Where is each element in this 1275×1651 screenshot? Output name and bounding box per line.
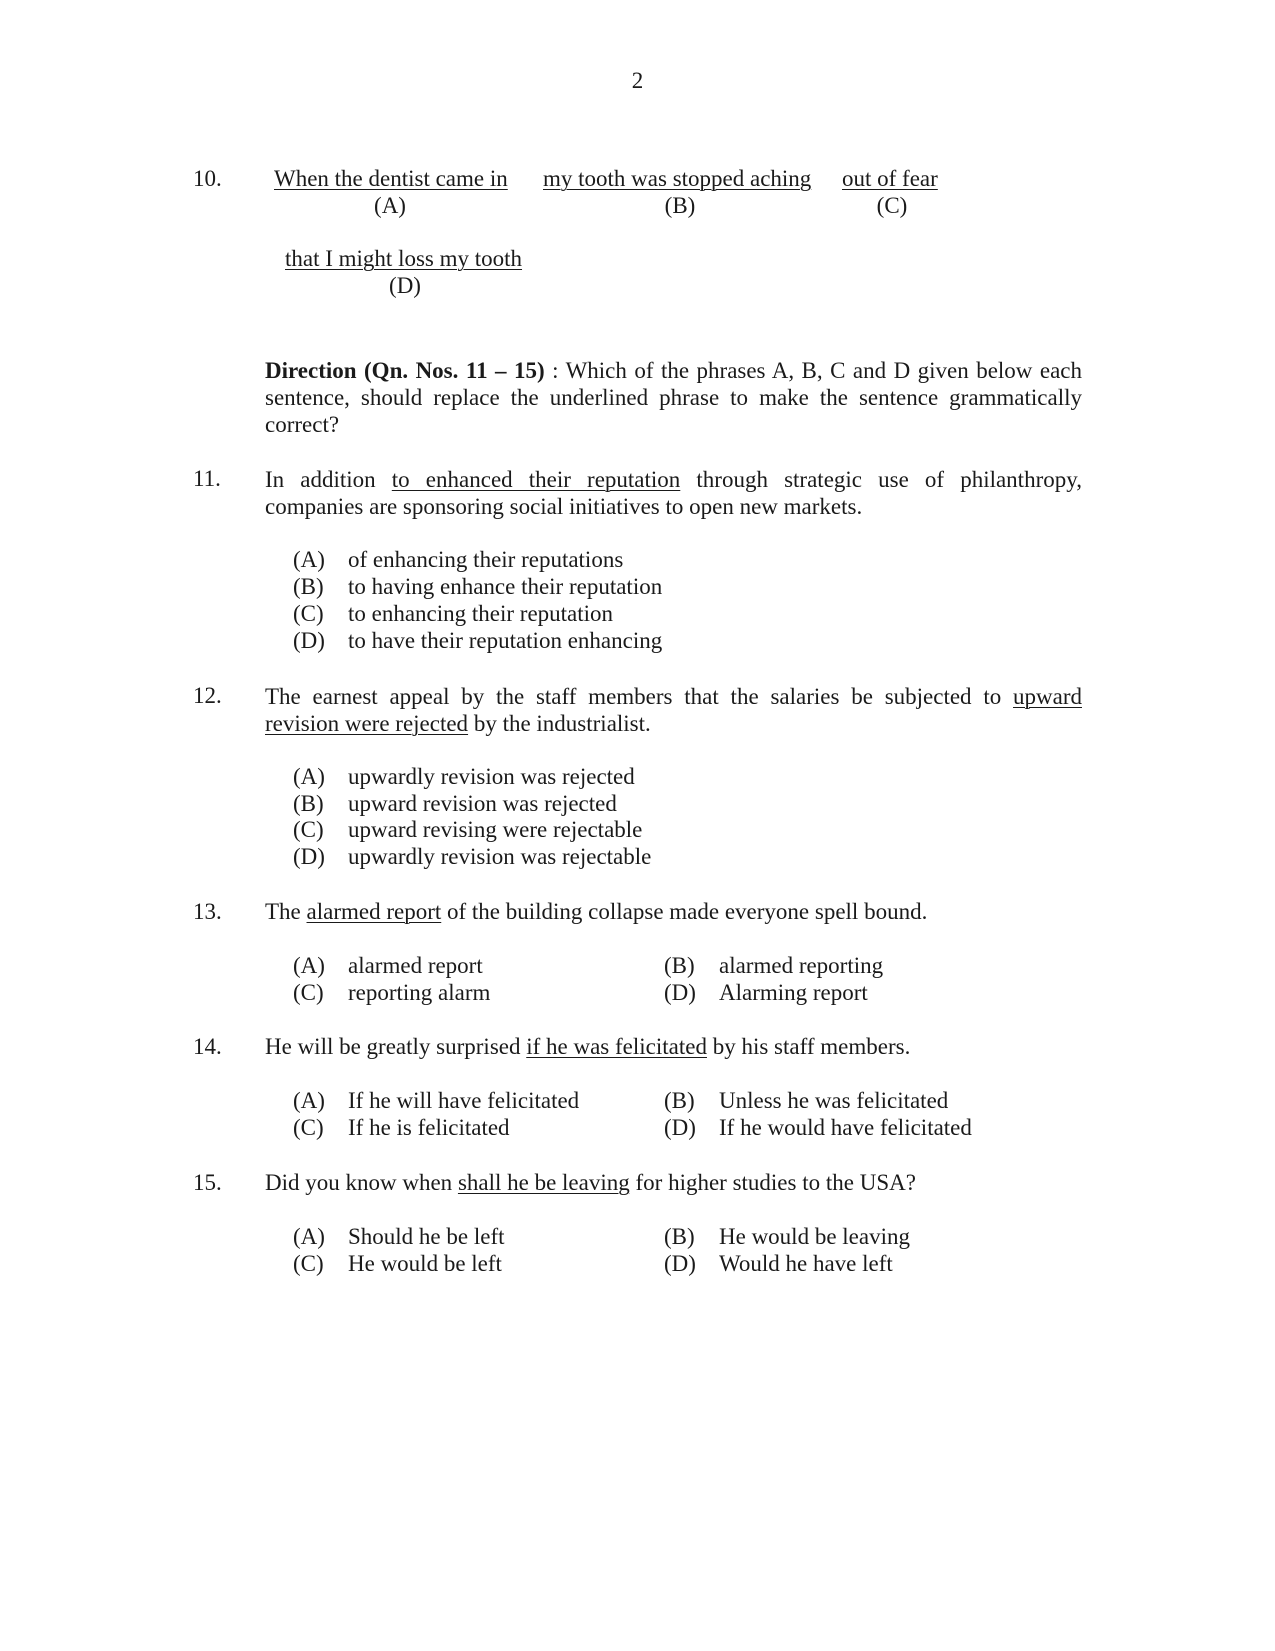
question-13-text: The alarmed report of the building collapse made everyone spell bound. xyxy=(265,899,928,924)
underlined-phrase: if he was felicitated xyxy=(526,1034,707,1059)
q13-option-d: (D) Alarming report xyxy=(664,980,868,1005)
q10-label-b: (B) xyxy=(664,193,696,218)
direction-label: Direction (Qn. Nos. 11 – 15) xyxy=(265,358,545,383)
q15-option-b: (B) He would be leaving xyxy=(664,1224,910,1249)
q12-option-b: (B) upward revision was rejected xyxy=(293,791,617,816)
underlined-phrase: to enhanced their reputation xyxy=(391,467,681,492)
q13-option-c: (C) reporting alarm xyxy=(293,980,491,1005)
q12-option-c: (C) upward revising were rejectable xyxy=(293,817,643,842)
q15-option-c: (C) He would be left xyxy=(293,1251,502,1276)
q10-part-b: my tooth was stopped aching xyxy=(543,166,812,191)
question-11-number: 11. xyxy=(193,466,221,491)
question-11-text: In addition to enhanced their reputation through strategic use of philanthropy, companies are sponsoring social initiatives to open new markets. xyxy=(265,467,1082,519)
question-12-number: 12. xyxy=(193,683,222,708)
q10-label-d: (D) xyxy=(389,273,421,298)
q15-option-a: (A) Should he be left xyxy=(293,1224,505,1249)
direction-text: : Which of the phrases A, B, C and D given below each sentence, should replace the underlined phrase to make the sentence grammatically correct? xyxy=(265,358,1082,437)
q14-option-d: (D) If he would have felicitated xyxy=(664,1115,972,1140)
q10-part-a: When the dentist came in xyxy=(274,166,508,191)
page-number: 2 xyxy=(631,68,644,93)
question-15-number: 15. xyxy=(193,1170,222,1195)
q10-part-c: out of fear xyxy=(842,166,938,191)
q13-option-a: (A) alarmed report xyxy=(293,953,483,978)
q12-option-d: (D) upwardly revision was rejectable xyxy=(293,844,652,869)
underlined-phrase: alarmed report xyxy=(306,899,442,924)
question-10-number: 10. xyxy=(193,166,222,191)
direction-paragraph xyxy=(265,357,1082,438)
q14-option-b: (B) Unless he was felicitated xyxy=(664,1088,949,1113)
q10-label-c: (C) xyxy=(876,193,908,218)
q14-option-a: (A) If he will have felicitated xyxy=(293,1088,580,1113)
q15-option-d: (D) Would he have left xyxy=(664,1251,893,1276)
underlined-phrase: shall he be leaving xyxy=(457,1170,630,1195)
q10-label-a: (A) xyxy=(374,193,406,218)
q11-option-a: (A) of enhancing their reputations xyxy=(293,547,624,572)
q12-option-a: (A) upwardly revision was rejected xyxy=(293,764,635,789)
q13-option-b: (B) alarmed reporting xyxy=(664,953,884,978)
q11-option-d: (D) to have their reputation enhancing xyxy=(293,628,663,653)
question-12-text: The earnest appeal by the staff members that the salaries be subjected to upward revision were rejected by the industrialist. xyxy=(265,684,1082,736)
question-14-text: He will be greatly surprised if he was felicitated by his staff members. xyxy=(265,1034,911,1059)
q11-option-c: (C) to enhancing their reputation xyxy=(293,601,614,626)
question-15-text: Did you know when shall he be leaving for higher studies to the USA? xyxy=(265,1170,916,1195)
q14-option-c: (C) If he is felicitated xyxy=(293,1115,510,1140)
underlined-phrase: upward revision were rejected xyxy=(265,684,1082,736)
q11-option-b: (B) to having enhance their reputation xyxy=(293,574,663,599)
q10-part-d: that I might loss my tooth xyxy=(285,246,523,271)
question-14-number: 14. xyxy=(193,1034,222,1059)
question-13-number: 13. xyxy=(193,899,222,924)
